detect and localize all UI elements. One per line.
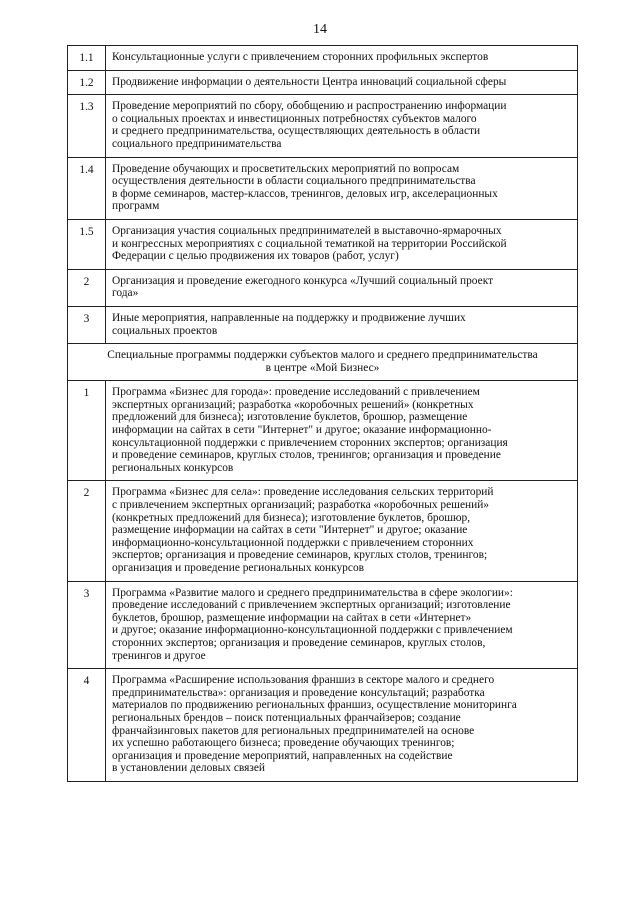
row-text: Консультационные услуги с привлечением сторонних профильных экспертов <box>112 51 489 63</box>
row-text-cell <box>106 70 578 95</box>
program-number-cell <box>68 481 106 581</box>
program-text: Программа «Развитие малого и среднего предпринимательства в сфере экологии»: проведение исследований с привлечением экспертных организаций; изготовление буклетов, брошюр, размещение информации на сайтах в сети «Интернет» и другое; оказание информационно-консультационной поддержки с привлечением сторонних экспертов; организация и проведение семинаров, круглых столов, тренингов и другое <box>112 586 513 662</box>
row-text-cell <box>106 157 578 219</box>
row-text-cell <box>106 46 578 71</box>
program-number: 3 <box>83 587 90 600</box>
program-text: Программа «Бизнес для села»: проведение исследования сельских территорий с привлечением экспертных организаций; разработка «коробочных решений» (конкретных предложений для бизнеса); изготовление буклетов, брошюр, размещение информации на сайтах в сети "Интернет" и другое; оказание информационно-консультационной поддержки с привлечением сторонних экспертов; организация и проведение семинаров, круглых столов, тренингов; организация и проведение региональных конкурсов <box>112 486 494 574</box>
table-row <box>68 46 578 71</box>
program-text-cell <box>106 381 578 481</box>
table-row <box>68 581 578 669</box>
table-row <box>68 481 578 581</box>
page-number: 14 <box>313 22 327 37</box>
row-number: 1.5 <box>79 225 94 238</box>
row-text-cell <box>106 219 578 269</box>
section-heading-row <box>68 344 578 381</box>
row-number-cell <box>68 269 106 306</box>
table-row <box>68 95 578 157</box>
program-number: 4 <box>83 675 90 688</box>
program-text: Программа «Бизнес для города»: проведение исследований с привлечением экспертных организаций; разработка «коробочных решений» (конкретных предложений для бизнеса); изготовление буклетов, брошюр, размещение информации на сайтах в сети "Интернет" и другое; оказание информационно- консультационной поддержки с привлечением сторонних экспертов; организация и проведение семинаров, круглых столов, тренингов; организация и проведение региональных конкурсов <box>112 386 508 474</box>
row-number-cell <box>68 157 106 219</box>
program-number-cell <box>68 581 106 669</box>
row-text: Продвижение информации о деятельности Центра инноваций социальной сферы <box>112 75 507 88</box>
table-row <box>68 219 578 269</box>
row-text: Проведение обучающих и просветительских мероприятий по вопросам осуществления деятельности в области социального предпринимательства в форме семинаров, мастер-классов, тренингов, деловых игр, акселерационных программ <box>112 162 498 213</box>
program-text-cell <box>106 669 578 782</box>
table-row <box>68 70 578 95</box>
row-text: Организация и проведение ежегодного конкурса «Лучший социальный проект года» <box>112 274 494 300</box>
program-text-cell <box>106 481 578 581</box>
table-row <box>68 157 578 219</box>
row-number: 2 <box>83 275 90 288</box>
program-number: 2 <box>83 487 90 500</box>
program-number-cell <box>68 669 106 782</box>
program-text: Программа «Расширение использования франшиз в секторе малого и среднего предпринимательства»: организация и проведение консультаций; разработка материалов по продвижению региональных франшиз, осуществление мониторинга региональных брендов – поиск потенциальных франчайзеров; создание франчайзинговых пакетов для региональных предпринимателей на основе их успешно работающего бизнеса; проведение обучающих тренингов; организация и проведение мероприятий, направленных на содействие в установлении деловых связей <box>112 674 517 775</box>
row-number: 1.2 <box>79 76 94 89</box>
row-text-cell <box>106 306 578 343</box>
row-number-cell <box>68 95 106 157</box>
table-row <box>68 269 578 306</box>
row-number: 1.3 <box>79 101 94 114</box>
row-number-cell <box>68 306 106 343</box>
row-text: Организация участия социальных предпринимателей в выставочно-ярмарочных и конгрессных мероприятиях с социальной тематикой на территории Российской Федерации с целью продвижения их товаров (работ, услуг) <box>112 224 507 263</box>
section-heading-cell <box>68 344 578 381</box>
row-number: 3 <box>83 312 90 325</box>
program-number: 1 <box>83 387 90 400</box>
row-number-cell <box>68 70 106 95</box>
table-row <box>68 669 578 782</box>
section-heading: Специальные программы поддержки субъектов малого и среднего предпринимательства в центре «Мой Бизнес» <box>107 349 538 374</box>
row-number-cell <box>68 46 106 71</box>
row-text: Проведение мероприятий по сбору, обобщению и распространению информации о социальных проектах и инвестиционных потребностях субъектов малого и среднего предпринимательства, осуществляющих деятельность в области социального предпринимательства <box>112 100 507 150</box>
row-text-cell <box>106 95 578 157</box>
row-text: Иные мероприятия, направленные на поддержку и продвижение лучших социальных проектов <box>112 311 466 337</box>
program-text-cell <box>106 581 578 669</box>
row-text-cell <box>106 269 578 306</box>
program-number-cell <box>68 381 106 481</box>
row-number-cell <box>68 219 106 269</box>
table-row <box>68 381 578 481</box>
row-number: 1.1 <box>79 52 94 64</box>
table-row <box>68 306 578 343</box>
row-number: 1.4 <box>79 163 94 176</box>
measures-table <box>67 45 578 782</box>
